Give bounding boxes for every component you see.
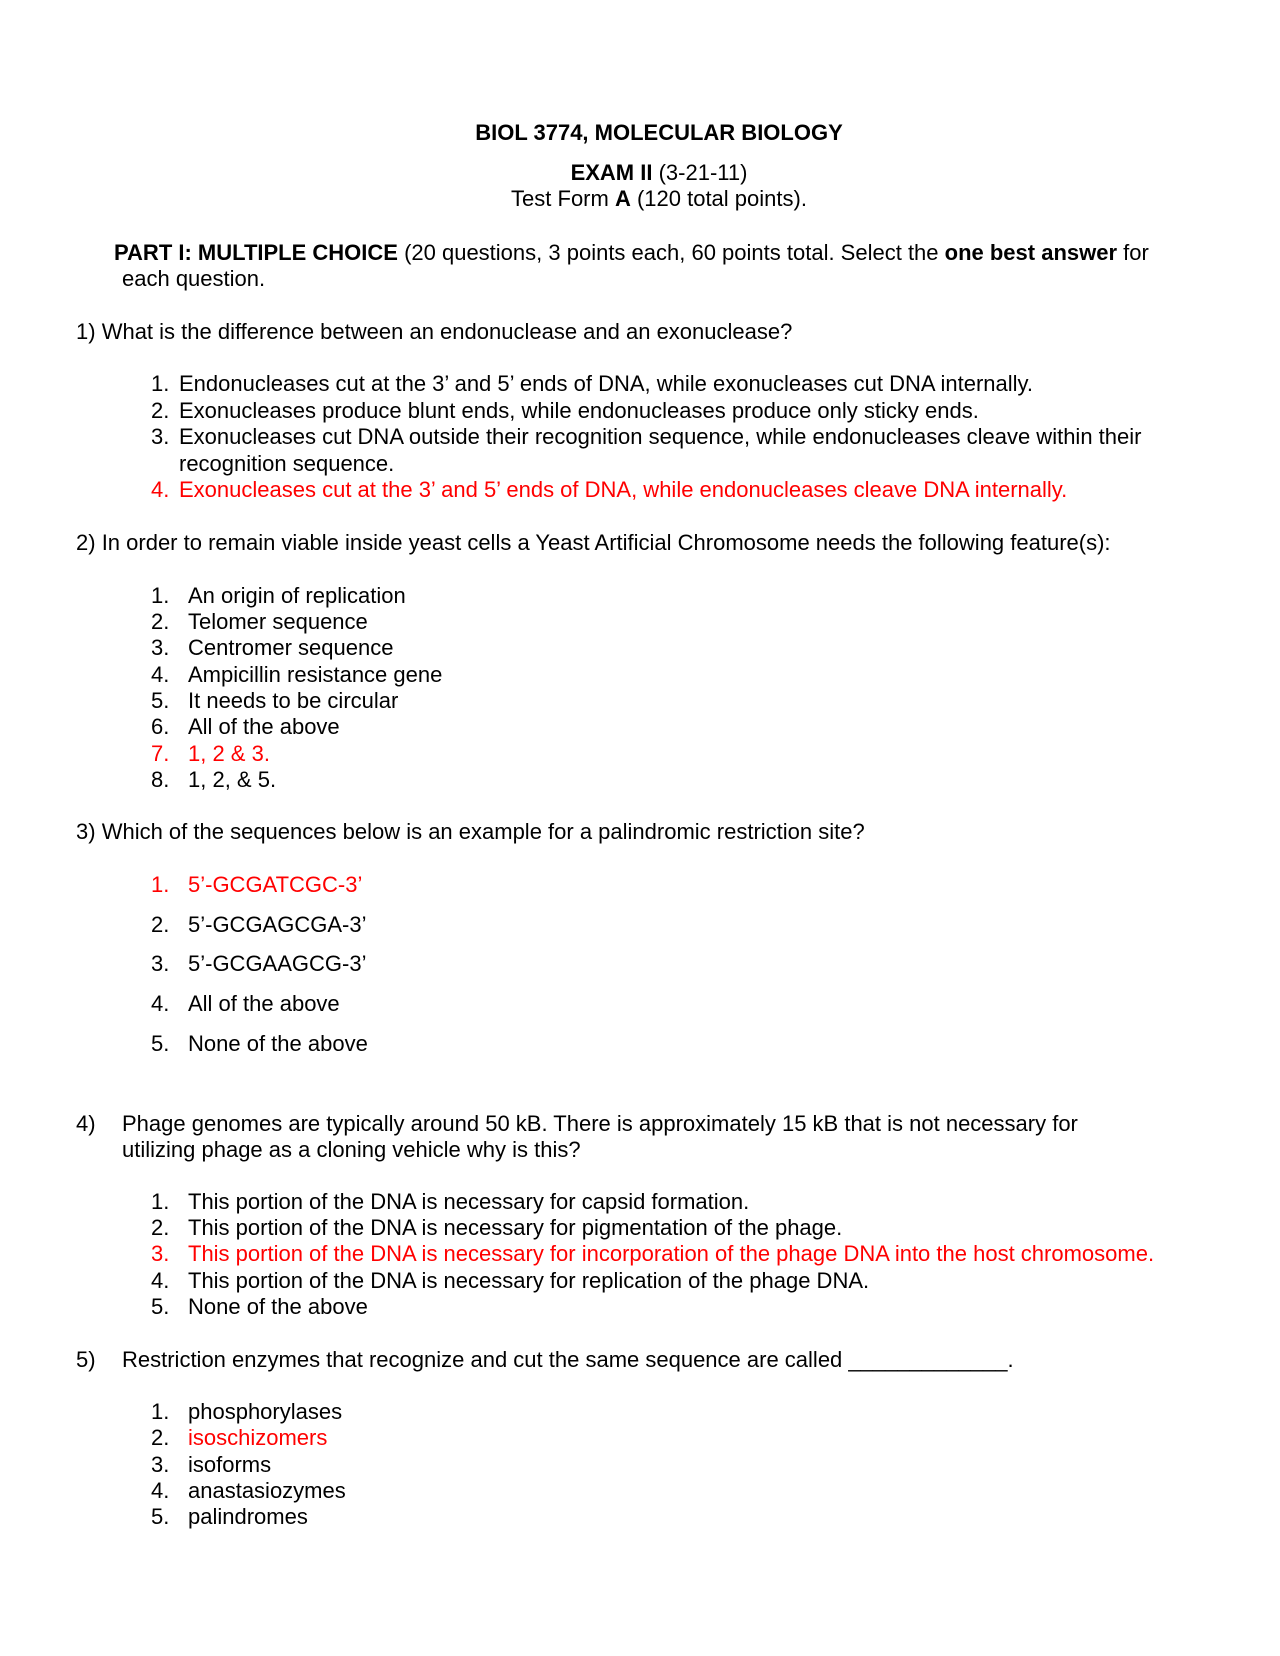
question-text: In order to remain viable inside yeast cells a Yeast Artificial Chromosome needs the following feature(s): bbox=[101, 530, 1111, 555]
option-number: 2. bbox=[151, 609, 170, 634]
option-number: 5. bbox=[151, 1504, 170, 1529]
part-title: PART I: MULTIPLE CHOICE bbox=[114, 240, 398, 265]
question-1 bbox=[76, 319, 792, 345]
option-number: 4. bbox=[151, 1478, 170, 1503]
question-text: What is the difference between an endonuclease and an exonuclease? bbox=[101, 319, 793, 344]
question-number: 1) bbox=[76, 319, 96, 344]
option-number: 2. bbox=[151, 912, 170, 937]
option-number: 5. bbox=[151, 1294, 170, 1319]
option-text: palindromes bbox=[188, 1504, 308, 1529]
option-text: All of the above bbox=[188, 991, 340, 1016]
part-heading bbox=[114, 240, 1149, 266]
option-number: 8. bbox=[151, 767, 170, 792]
option-text: Exonucleases produce blunt ends, while endonucleases produce only sticky ends. bbox=[179, 398, 979, 423]
correct-option-number: 7. bbox=[151, 741, 170, 766]
option-number: 3. bbox=[151, 951, 170, 976]
option-number: 4. bbox=[151, 662, 170, 687]
option-text: phosphorylases bbox=[188, 1399, 343, 1424]
option-number: 3. bbox=[151, 424, 170, 449]
option-text: Ampicillin resistance gene bbox=[188, 662, 443, 687]
option-number: 4. bbox=[151, 991, 170, 1016]
option-number: 1. bbox=[151, 583, 170, 608]
exam-date: (3-21-11) bbox=[652, 160, 748, 185]
option-number: 2. bbox=[151, 398, 170, 423]
option-text: None of the above bbox=[188, 1294, 368, 1319]
option-text: 5’-GCGAAGCG-3’ bbox=[188, 951, 367, 976]
option-text-continued: recognition sequence. bbox=[179, 451, 395, 476]
correct-option-number: 3. bbox=[151, 1241, 170, 1266]
option-number: 4. bbox=[151, 1268, 170, 1293]
option-number: 6. bbox=[151, 714, 170, 739]
option-number: 2. bbox=[151, 1215, 170, 1240]
option-text: 5’-GCGAGCGA-3’ bbox=[188, 912, 367, 937]
question-2 bbox=[76, 530, 1111, 556]
test-form-prefix: Test Form bbox=[511, 186, 615, 211]
test-form-letter: A bbox=[614, 186, 631, 211]
option-text: 1, 2, & 5. bbox=[188, 767, 277, 792]
course-title-text: BIOL 3774, MOLECULAR BIOLOGY bbox=[475, 120, 843, 145]
option-text: Centromer sequence bbox=[188, 635, 394, 660]
question-4-text-line2: utilizing phage as a cloning vehicle why is this? bbox=[122, 1137, 581, 1162]
option-number: 5. bbox=[151, 688, 170, 713]
exam-title bbox=[0, 160, 1280, 186]
option-text: This portion of the DNA is necessary for pigmentation of the phage. bbox=[188, 1215, 843, 1240]
option-text: Endonucleases cut at the 3’ and 5’ ends of DNA, while exonucleases cut DNA internally. bbox=[179, 371, 1034, 396]
option-text: anastasiozymes bbox=[188, 1478, 346, 1503]
correct-option-text: Exonucleases cut at the 3’ and 5’ ends of DNA, while endonucleases cleave DNA internally. bbox=[179, 477, 1068, 502]
question-3 bbox=[76, 819, 865, 845]
option-text: isoforms bbox=[188, 1452, 272, 1477]
test-form-points: (120 total points). bbox=[630, 186, 807, 211]
correct-option-text: isoschizomers bbox=[188, 1425, 328, 1450]
option-number: 3. bbox=[151, 635, 170, 660]
option-number: 3. bbox=[151, 1452, 170, 1477]
correct-option-number: 1. bbox=[151, 872, 170, 897]
option-text: All of the above bbox=[188, 714, 340, 739]
option-text: This portion of the DNA is necessary for replication of the phage DNA. bbox=[188, 1268, 870, 1293]
option-text: This portion of the DNA is necessary for capsid formation. bbox=[188, 1189, 750, 1214]
question-4-number: 4) bbox=[76, 1111, 96, 1136]
question-5-text: Restriction enzymes that recognize and cut the same sequence are called _____________. bbox=[122, 1347, 1014, 1372]
correct-option-text: 5’-GCGATCGC-3’ bbox=[188, 872, 363, 897]
question-number: 3) bbox=[76, 819, 96, 844]
option-number: 1. bbox=[151, 371, 170, 396]
part-desc: (20 questions, 3 points each, 60 points total. Select the bbox=[397, 240, 945, 265]
question-4-text: Phage genomes are typically around 50 kB. There is approximately 15 kB that is not necessary for bbox=[122, 1111, 1078, 1136]
option-text: Exonucleases cut DNA outside their recognition sequence, while endonucleases cleave within their bbox=[179, 424, 1142, 449]
option-number: 2. bbox=[151, 1425, 170, 1450]
option-number: 5. bbox=[151, 1031, 170, 1056]
option-text: Telomer sequence bbox=[188, 609, 368, 634]
part-emphasis: one best answer bbox=[944, 240, 1118, 265]
correct-option-text: 1, 2 & 3. bbox=[188, 741, 270, 766]
test-form bbox=[0, 186, 1280, 212]
option-text: It needs to be circular bbox=[188, 688, 399, 713]
question-5-number: 5) bbox=[76, 1347, 96, 1372]
exam-number: EXAM II bbox=[570, 160, 653, 185]
course-title bbox=[0, 120, 1280, 146]
question-text: Which of the sequences below is an example for a palindromic restriction site? bbox=[101, 819, 865, 844]
correct-option-text: This portion of the DNA is necessary for incorporation of the phage DNA into the host chromosome. bbox=[188, 1241, 1155, 1266]
option-number: 1. bbox=[151, 1399, 170, 1424]
correct-option-number: 4. bbox=[151, 477, 170, 502]
part-desc-end: for bbox=[1117, 240, 1149, 265]
question-number: 2) bbox=[76, 530, 96, 555]
option-text: None of the above bbox=[188, 1031, 368, 1056]
part-desc-line2: each question. bbox=[122, 266, 266, 291]
option-number: 1. bbox=[151, 1189, 170, 1214]
option-text: An origin of replication bbox=[188, 583, 406, 608]
